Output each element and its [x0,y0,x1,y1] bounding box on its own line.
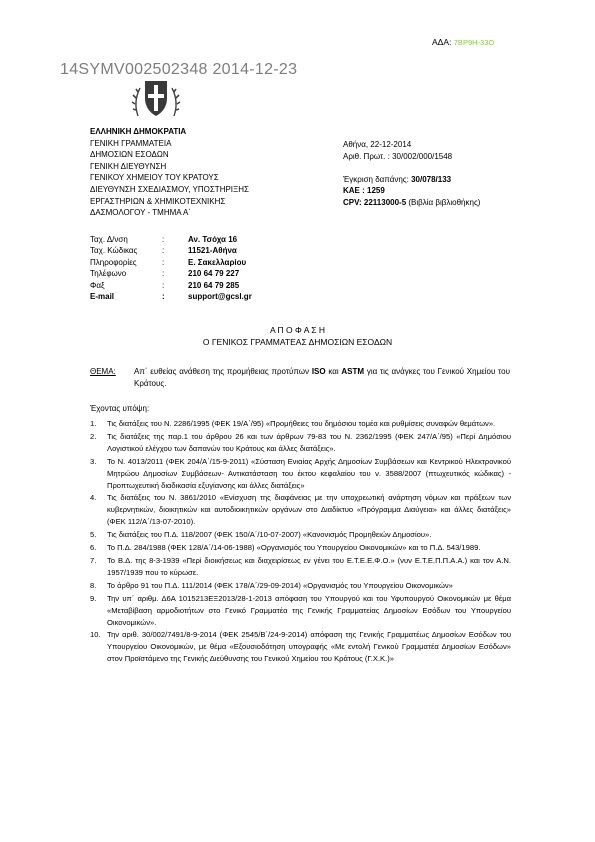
subject-label: ΘΕΜΑ: [90,367,116,376]
contact-value: Αν. Τσόχα 16 [188,235,238,244]
item-text: Τις διατάξεις του Π.Δ. 118/2007 (ΦΕΚ 150/Α΄/10-07-2007) «Κανονισμός Προμηθειών Δημοσίου». [107,530,432,540]
subject-astm: ASTM [341,367,365,376]
subject-iso: ISO [311,367,326,376]
item-number: 9. [90,593,97,603]
contact-colon: : [162,269,165,279]
authority-line: ΔΑΣΜΟΛΟΓΟΥ - ΤΜΗΜΑ Α΄ [90,208,191,218]
cpv-note: (Βιβλία βιβλιοθήκης) [406,197,481,207]
contact-key: Ταχ. Κώδικας [90,246,138,256]
list-item [90,529,511,541]
item-number: 1. [90,419,97,428]
item-text: Την υπ΄ αριθμ. Δ6Α 1015213ΕΞ2013/28-1-2013 απόφαση του Υπουργού και του Υφυπουργού Οικονομικών με θέμα «Μεταβίβαση αρμοδιοτήτων στο Γενικό Γραμματέα της Γενικής Γραμματείας Δημοσίων Εσόδων του Υπουργείου Οικονομικών». [107,593,511,627]
subject-part: και [325,367,342,376]
authority-line: ΔΗΜΟΣΙΩΝ ΕΣΟΔΩΝ [90,150,169,160]
contact-colon: : [162,257,165,267]
item-number: 6. [90,543,97,553]
item-text: Το Β.Δ. της 8-3-1939 «Περί διοικήσεως και διαχειρίσεως εν γένει του Ε.Τ.Ε.Ε.Φ.Ο.» (νυν Ε.Τ.Ε.Π.Π.Α.Α.) και τον Α.Ν. 1957/1939 που το κύρωσε. [107,555,511,577]
kae-code: ΚΑΕ : 1259 [343,186,385,196]
list-item [90,580,511,592]
contact-details [90,234,252,302]
document-date: Αθήνα, 22-12-2014 [343,140,412,149]
considerations-heading: Έχοντας υπόψη: [90,404,150,413]
item-number: 2. [90,431,97,441]
cpv-label: CPV: 22113000-5 [343,197,407,207]
authority-line: ΕΛΛΗΝΙΚΗ ΔΗΜΟΚΡΑΤΙΑ [90,127,187,136]
ada-label: ΑΔΑ: [432,37,452,47]
contact-key: Πληροφορίες [90,257,137,267]
contact-row [90,245,252,256]
contact-value: 11521-Αθήνα [188,246,237,256]
authority-line: ΕΡΓΑΣΤΗΡΙΩΝ & ΧΗΜΙΚΟΤΕΧΝΙΚΗΣ [90,196,226,206]
item-number: 3. [90,456,97,466]
expense-approval-label: Έγκριση δαπάνης: [343,174,412,184]
contact-colon: : [162,292,165,302]
item-text: Την αριθ. 30/002/7491/8-9-2014 (ΦΕΚ 2545/Β΄/24-9-2014) απόφαση της Γενικής Γραμματέως Δημοσίων Εσόδων του Υπουργείου Οικονομικών, με θέμα «Εξουσιοδότηση υπογραφής «Με εντολή Γενικού Γραμματέα Δημοσίων Εσόδων» στον Προϊστάμενο της Γενικής Διεύθυνσης του Γενικού Χημείου του Κράτους (Γ.Χ.Κ.)» [107,630,511,664]
contact-row [90,234,252,245]
contact-key: E-mail [90,292,115,302]
list-item [90,492,511,528]
item-number: 8. [90,580,97,590]
item-text: Τις διατάξεις του Ν. 2286/1995 (ΦΕΚ 19/Α΄/95) «Προμήθειες του δημόσιου τομέα και ρυθμίσεις συναφών θεμάτων». [107,419,496,428]
ada-header [432,37,494,47]
document-reference [343,139,480,209]
contact-row [90,280,252,291]
contact-value: Ε. Σακελλαρίου [188,257,247,267]
subject-part: για τις ανάγκες του Γενικού Χημείου του Κράτους. [134,367,510,388]
item-text: Το Ν. 4013/2011 (ΦΕΚ 204/Α΄/15-9-2011) «Σύσταση Ενιαίας Αρχής Δημοσίων Συμβάσεων και Κεντρικού Ηλεκτρονικού Μητρώου Δημοσίων Συμβάσεων- Αντικατάσταση του έκτου κεφαλαίου του ν. 3588/2007 (πτωχευτικός κώδικας) - Προπτωχευτική διαδικασία εξυγίανσης και άλλες διατάξεις» [107,456,511,490]
item-text: Το Π.Δ. 284/1988 (ΦΕΚ 128/Α΄/14-06-1988) «Οργανισμός του Υπουργείου Οικονομικών» και το Π.Δ. 543/1989. [107,543,481,553]
authority-line: ΓΕΝΙΚΗ ΓΡΑΜΜΑΤΕΙΑ [90,138,172,148]
decision-title: Α Π Ο Φ Α Σ Η [269,325,326,335]
document-stamp: 14SYMV002502348 2014-12-23 [60,61,298,78]
contact-key: Φαξ [90,280,105,290]
contact-colon: : [162,235,165,244]
contact-colon: : [162,280,165,290]
item-number: 5. [90,530,97,540]
contact-value: 210 64 79 227 [188,269,240,279]
list-item [90,629,511,665]
subject-text [134,366,510,389]
expense-approval-value: 30/078/133 [411,174,452,184]
item-text: Τις διατάξεις της παρ.1 του άρθρου 26 και των άρθρων 79-83 του Ν. 2362/1995 (ΦΕΚ 247/Α΄/95) «Περί Δημόσιου Λογιστικού ελέγχου των δαπανών του Κράτους και άλλες διατάξεις». [107,431,511,453]
authority-line: ΓΕΝΙΚΟΥ ΧΗΜΕΙΟΥ ΤΟΥ ΚΡΑΤΟΥΣ [90,173,219,183]
authority-line: ΓΕΝΙΚΗ ΔΙΕΥΘΥΝΣΗ [90,161,167,171]
considerations-list [90,418,511,666]
protocol-number: Αριθ. Πρωτ. : 30/002/000/1548 [343,151,453,161]
item-text: Τις διατάξεις του Ν. 3861/2010 «Ενίσχυση της διαφάνειας με την υποχρεωτική ανάρτηση νόμων και πράξεων των κυβερνητικών, διοικητικών και αυτοδιοικητικών οργάνων στο Διαδίκτυο «Πρόγραμμα Διαύγεια» και άλλες διατάξεις» (ΦΕΚ 112/Α΄/13-07-2010). [107,493,511,527]
contact-key: Ταχ. Δ/νση [90,235,128,244]
subject-part: Απ΄ ευθείας ανάθεση της προμήθειας προτύπων [134,367,312,376]
list-item [90,542,511,554]
item-text: Το άρθρο 91 του Π.Δ. 111/2014 (ΦΕΚ 178/Α΄/29-09-2014) «Οργανισμός του Υπουργείου Οικονομικών» [107,580,453,590]
authority-line: ΔΙΕΥΘΥΝΣΗ ΣΧΕΔΙΑΣΜΟΥ, ΥΠΟΣΤΗΡΙΞΗΣ [90,184,249,194]
greek-coat-of-arms-icon [130,76,182,120]
email-link[interactable]: support@gcsl.gr [188,292,252,302]
cpv-code [343,197,480,209]
contact-value: 210 64 79 285 [188,280,240,290]
list-item [90,456,511,492]
item-number: 7. [90,555,97,565]
contact-row [90,291,252,302]
ada-code: 7ΒΡ9Η-33Ο [453,38,495,47]
list-item [90,555,511,579]
decision-heading [0,325,595,348]
expense-approval [343,174,480,186]
contact-row [90,257,252,268]
issuing-authority [90,126,249,219]
decision-subtitle: Ο ΓΕΝΙΚΟΣ ΓΡΑΜΜΑΤΕΑΣ ΔΗΜΟΣΙΩΝ ΕΣΟΔΩΝ [202,336,393,347]
contact-key: Τηλέφωνο [90,269,127,279]
contact-colon: : [162,246,165,256]
subject-block [90,366,510,389]
list-item [90,431,511,455]
list-item [90,593,511,629]
contact-row [90,268,252,279]
list-item [90,418,511,430]
item-number: 10. [90,630,101,640]
item-number: 4. [90,493,97,503]
